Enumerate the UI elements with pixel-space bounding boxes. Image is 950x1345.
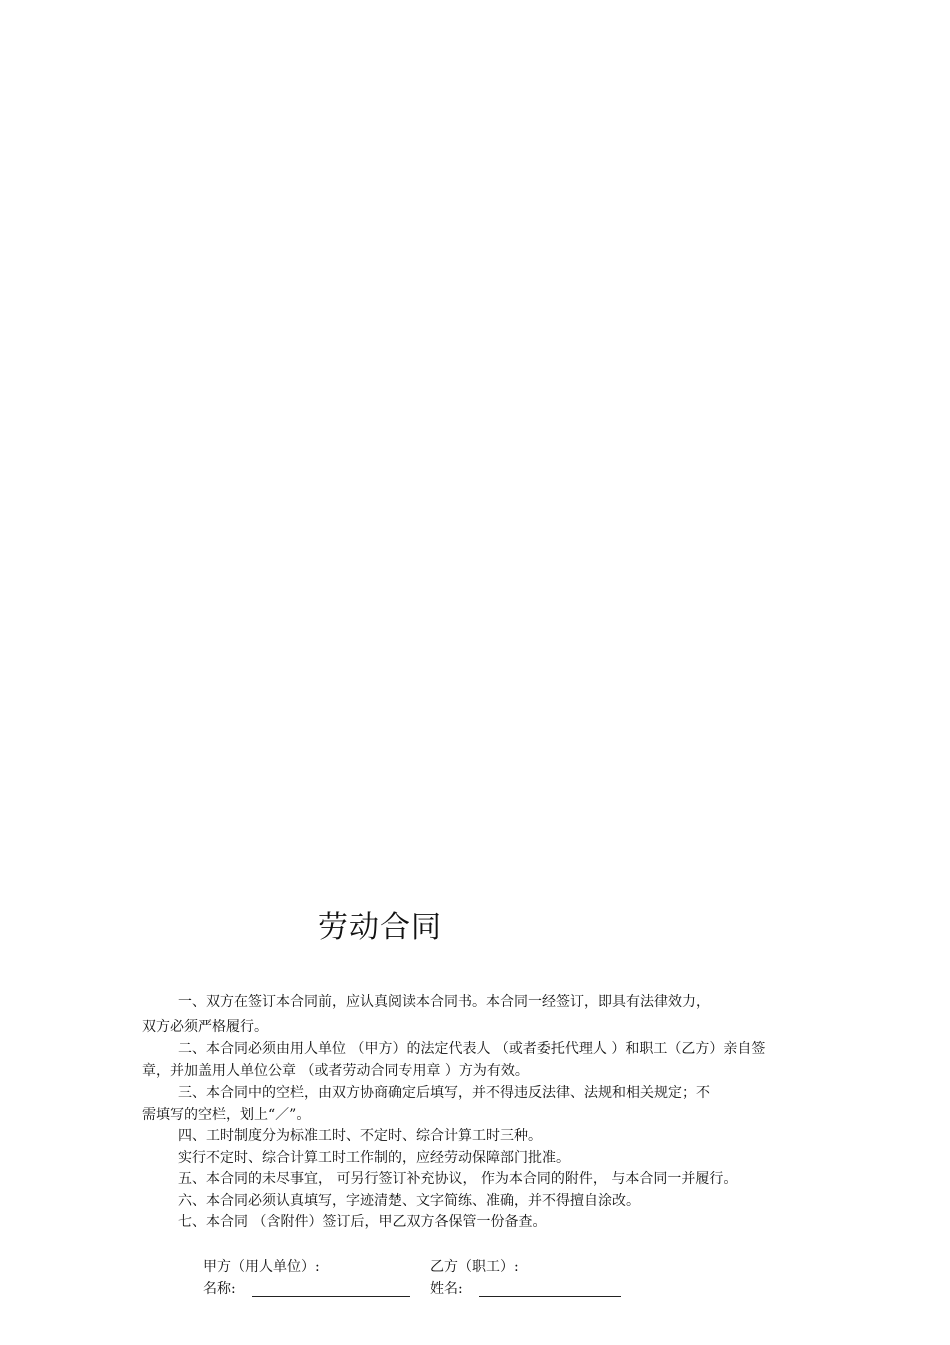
party-a-label: 甲方（用人单位）: (203, 1259, 320, 1275)
party-b-label: 乙方（职工）: (430, 1259, 519, 1275)
clause-7-line: 七、本合同 （含附件）签订后，甲乙双方各保管一份备查。 (178, 1214, 547, 1230)
clause-5-line: 五、本合同的未尽事宜， 可另行签订补充协议， 作为本合同的附件， 与本合同一并履行。 (178, 1171, 738, 1187)
clause-6-line: 六、本合同必须认真填写，字迹清楚、文字简练、准确，并不得擅自涂改。 (178, 1193, 640, 1209)
clause-1-line-1: 一、双方在签订本合同前，应认真阅读本合同书。本合同一经签订，即具有法律效力， (178, 994, 710, 1010)
clause-1-line-2: 双方必须严格履行。 (142, 1019, 268, 1035)
clause-2-line-1: 二、本合同必须由用人单位 （甲方）的法定代表人 （或者委托代理人 ）和职工（乙方）亲自签 (178, 1041, 766, 1057)
party-a-name-blank (252, 1296, 410, 1297)
party-b-name-blank (479, 1296, 621, 1297)
clause-3-line-2: 需填写的空栏，划上“／”。 (142, 1107, 311, 1123)
clause-4-line-1: 四、工时制度分为标准工时、不定时、综合计算工时三种。 (178, 1128, 542, 1144)
document-title: 劳动合同 (318, 910, 442, 945)
clause-3-line-1: 三、本合同中的空栏，由双方协商确定后填写，并不得违反法律、法规和相关规定；不 (178, 1085, 710, 1101)
party-b-name-label: 姓名: (430, 1281, 463, 1297)
clause-4-line-2: 实行不定时、综合计算工时工作制的，应经劳动保障部门批准。 (178, 1150, 570, 1166)
party-a-name-label: 名称: (203, 1281, 236, 1297)
clause-2-line-2: 章，并加盖用人单位公章 （或者劳动合同专用章 ）方为有效。 (142, 1063, 529, 1079)
